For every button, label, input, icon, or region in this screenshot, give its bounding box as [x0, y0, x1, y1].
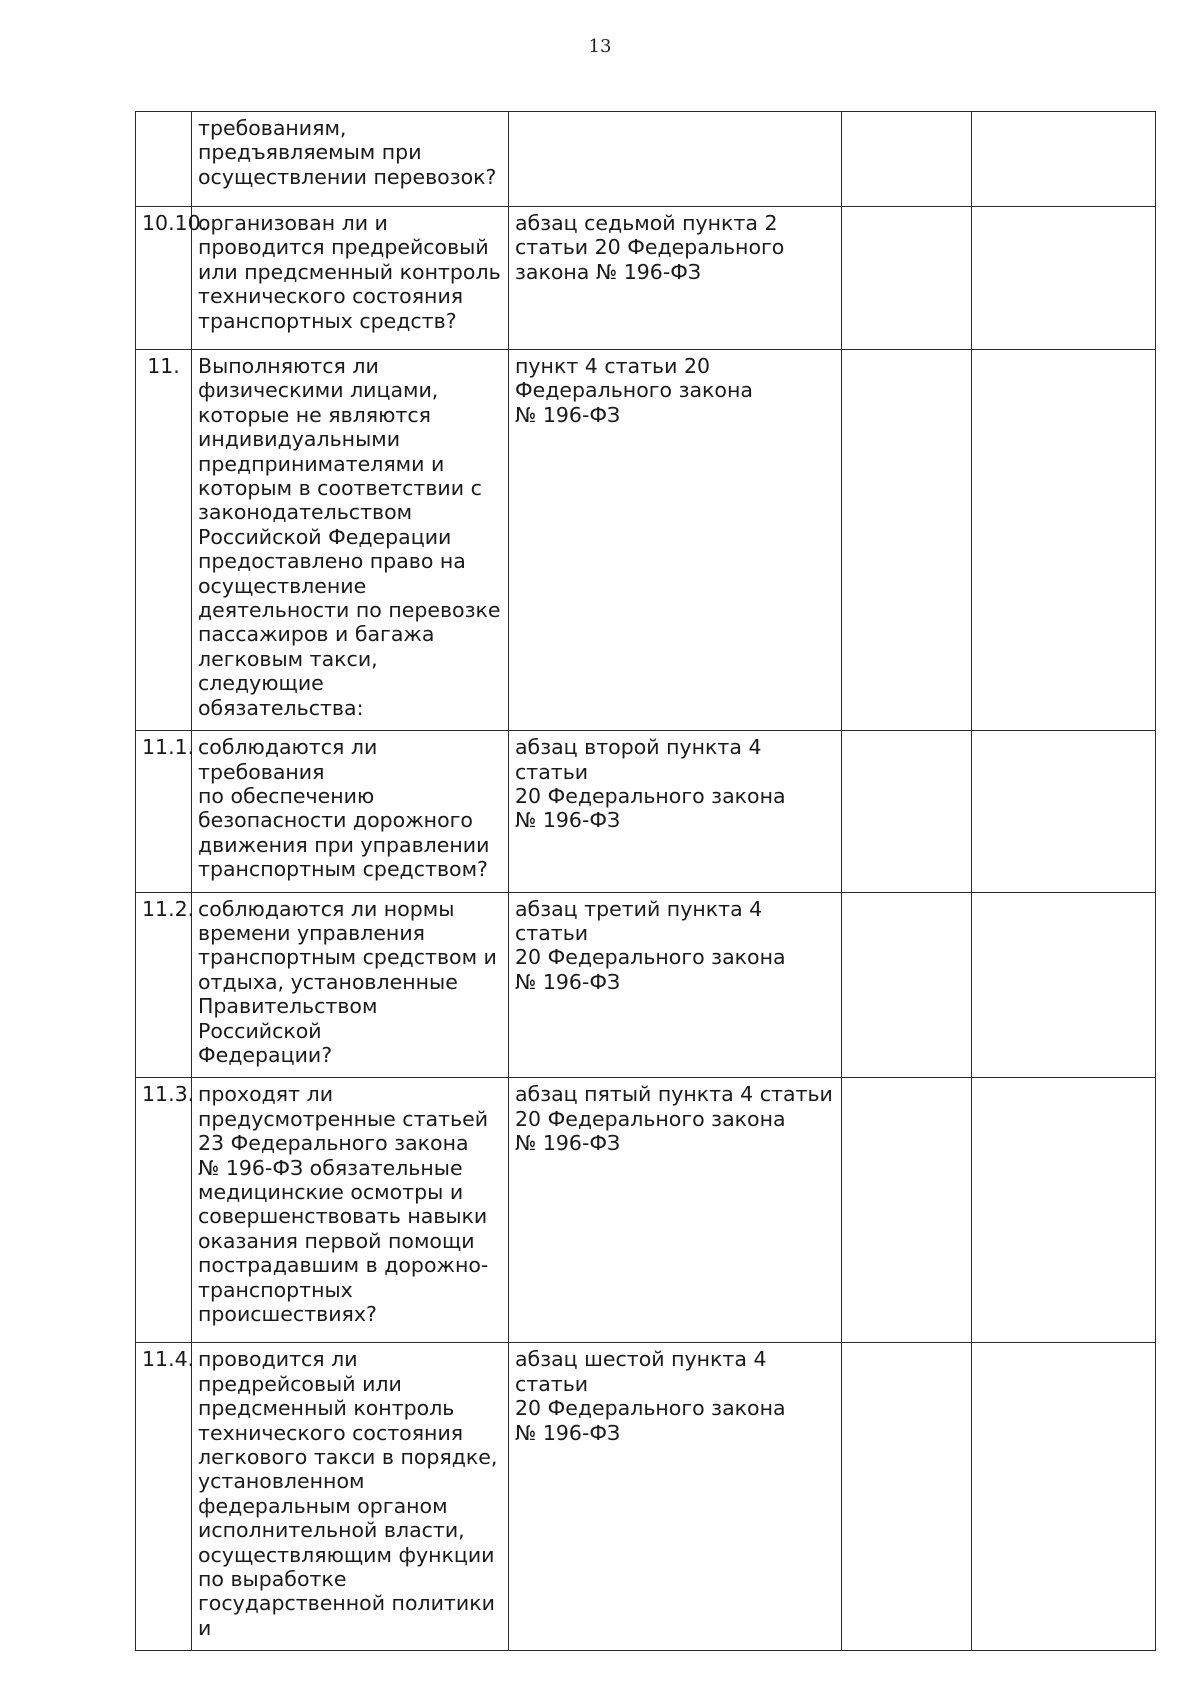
- note-cell: [972, 892, 1156, 1078]
- note-cell: [972, 731, 1156, 892]
- answer-cell: [842, 892, 972, 1078]
- reference-cell: абзац второй пункта 4 статьи 20 Федерального закона № 196-ФЗ: [509, 731, 842, 892]
- reference-cell: пункт 4 статьи 20 Федерального закона № 196-ФЗ: [509, 350, 842, 731]
- note-cell: [972, 112, 1156, 207]
- table-row: [136, 207, 1156, 350]
- question-cell: Выполняются ли физическими лицами, которые не являются индивидуальными предпринимателями и которым в соответствии с законодательством Российской Федерации предоставлено право на осуществление деятельности по перевозке пассажиров и багажа легковым такси, следующие обязательства:: [192, 350, 509, 731]
- row-number: 11.2.: [136, 892, 192, 1078]
- question-cell: требованиям, предъявляемым при осуществлении перевозок?: [192, 112, 509, 207]
- note-cell: [972, 350, 1156, 731]
- row-number: 11.1.: [136, 731, 192, 892]
- question-cell: проводится ли предрейсовый или предсменный контроль технического состояния легкового такси в порядке, установленном федеральным органом исполнительной власти, осуществляющим функции по выработке государственной политики и: [192, 1343, 509, 1651]
- question-cell: соблюдаются ли нормы времени управления транспортным средством и отдыха, установленные Правительством Российской Федерации?: [192, 892, 509, 1078]
- note-cell: [972, 207, 1156, 350]
- row-number: 11.4.: [136, 1343, 192, 1651]
- answer-cell: [842, 350, 972, 731]
- page-number: 13: [588, 36, 612, 57]
- answer-cell: [842, 1078, 972, 1343]
- table-row: [136, 112, 1156, 207]
- note-cell: [972, 1078, 1156, 1343]
- table-row: [136, 892, 1156, 1078]
- reference-cell: абзац пятый пункта 4 статьи 20 Федерального закона № 196-ФЗ: [509, 1078, 842, 1343]
- reference-cell: абзац седьмой пункта 2 статьи 20 Федерального закона № 196-ФЗ: [509, 207, 842, 350]
- reference-cell: абзац шестой пункта 4 статьи 20 Федерального закона № 196-ФЗ: [509, 1343, 842, 1651]
- note-cell: [972, 1343, 1156, 1651]
- answer-cell: [842, 207, 972, 350]
- question-cell: организован ли и проводится предрейсовый или предсменный контроль технического состояния транспортных средств?: [192, 207, 509, 350]
- answer-cell: [842, 112, 972, 207]
- table-row: [136, 1078, 1156, 1343]
- reference-cell: [509, 112, 842, 207]
- row-number: 11.: [136, 350, 192, 731]
- row-number: 10.10.: [136, 207, 192, 350]
- answer-cell: [842, 731, 972, 892]
- row-number: [136, 112, 192, 207]
- answer-cell: [842, 1343, 972, 1651]
- question-cell: соблюдаются ли требования по обеспечению безопасности дорожного движения при управлении транспортным средством?: [192, 731, 509, 892]
- checklist-table: [135, 111, 1156, 1651]
- reference-cell: абзац третий пункта 4 статьи 20 Федерального закона № 196-ФЗ: [509, 892, 842, 1078]
- question-cell: проходят ли предусмотренные статьей 23 Федерального закона № 196-ФЗ обязательные медицинские осмотры и совершенствовать навыки оказания первой помощи пострадавшим в дорожно- транспортных происшествиях?: [192, 1078, 509, 1343]
- table-row: [136, 350, 1156, 731]
- row-number: 11.3.: [136, 1078, 192, 1343]
- table-row: [136, 731, 1156, 892]
- table-row: [136, 1343, 1156, 1651]
